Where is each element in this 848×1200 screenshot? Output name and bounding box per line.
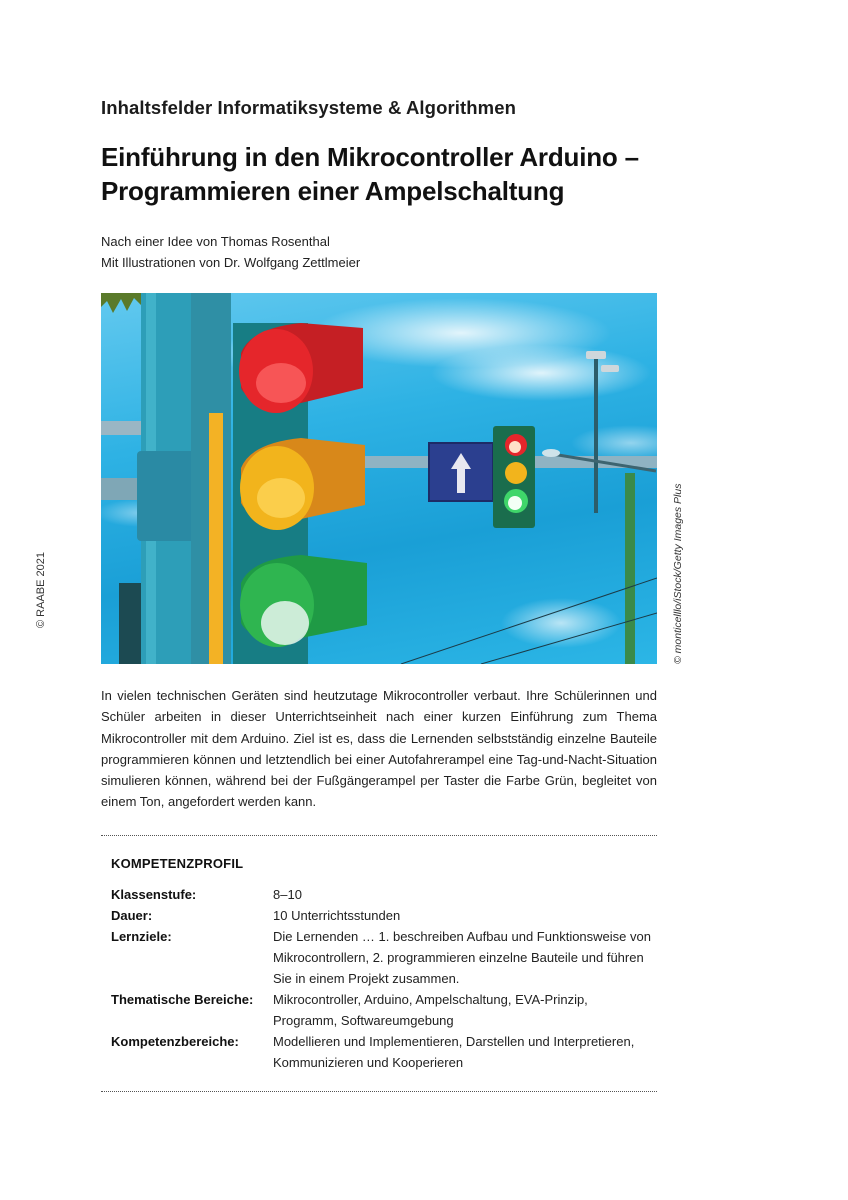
divider-bottom [101,1091,657,1092]
profile-label: Thematische Bereiche: [111,992,254,1007]
page-title [101,140,639,208]
credit-idea: Nach einer Idee von Thomas Rosenthal [101,234,330,249]
profile-row-competencies [111,1031,651,1073]
profile-row-learning-goals [111,926,651,989]
profile-value: 10 Unterrichtsstunden [273,908,401,923]
profile-label: Klassenstufe: [111,887,197,902]
subject-area-heading: Inhaltsfelder Informatiksysteme & Algorithmen [101,97,517,118]
credit-illustrations: Mit Illustrationen von Dr. Wolfgang Zettlmeier [101,255,361,270]
traffic-light-photo [101,293,657,664]
profile-value: Mikrocontroller, Arduino, Ampelschaltung, EVA-Prinzip, Programm, Softwareumgebung [273,992,588,1028]
title-line-2: Programmieren einer Ampelschaltung [101,176,565,206]
profile-value: 8–10 [273,887,302,902]
author-credits [101,231,360,273]
profile-value: Die Lernenden … 1. beschreiben Aufbau und Funktionsweise von Mikrocontrollern, 2. programmieren einzelne Bauteile und führen Sie in einem Projekt zusammen. [273,929,651,986]
title-line-1: Einführung in den Mikrocontroller Arduino – [101,142,639,172]
profile-label: Kompetenzbereiche: [111,1034,239,1049]
traffic-light-illustration [101,293,657,664]
profile-row-topics [111,989,651,1031]
profile-label: Lernziele: [111,929,172,944]
intro-paragraph: In vielen technischen Geräten sind heutzutage Mikrocontroller verbaut. Ihre Schülerinnen und Schüler arbeiten in dieser Unterrichtseinheit nach einer kurzen Einführung zum Thema Mikrocontroller mit dem Arduino. Ziel ist es, dass die Lernenden selbstständig einzelne Bauteile programmieren können und letztendlich bei einer Autofahrerampel eine Tag-und-Nacht-Situation simulieren können, während bei der Fußgängerampel per Taster die Farbe Grün, begleitet von einem Ton, angefordert werden kann. [101,688,657,810]
divider-top [101,835,657,836]
competency-profile-title: KOMPETENZPROFIL [111,856,244,871]
photo-credit: © monticelllo/iStock/Getty Images Plus [672,483,684,664]
profile-row-grade [111,884,651,905]
profile-row-duration [111,905,651,926]
profile-label: Dauer: [111,908,153,923]
side-copyright: © RAABE 2021 [35,552,47,628]
profile-value: Modellieren und Implementieren, Darstellen und Interpretieren, Kommunizieren und Kooperieren [273,1034,635,1070]
competency-profile-table [111,884,651,1073]
